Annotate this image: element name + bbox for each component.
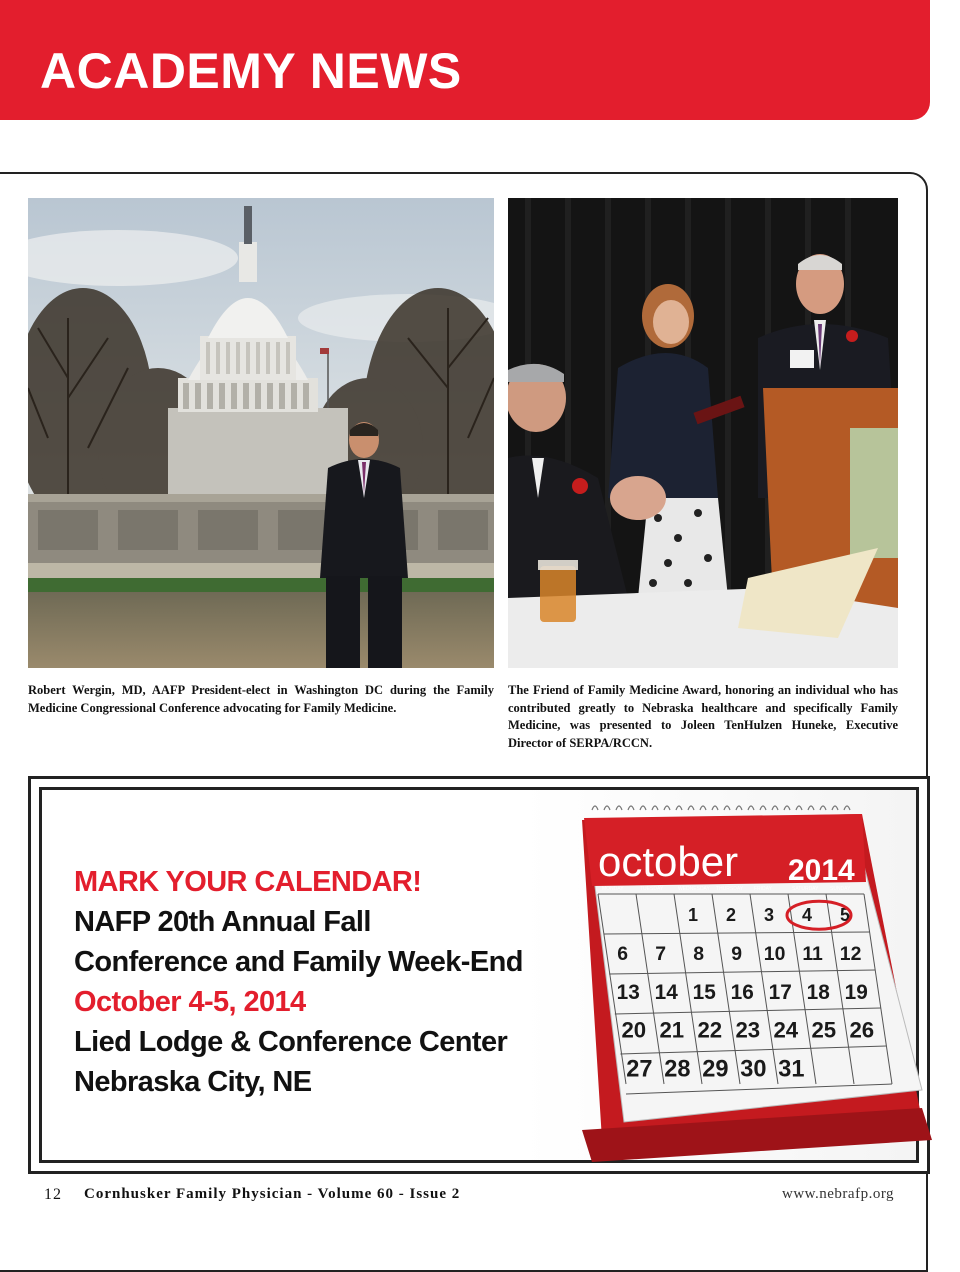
calendar-month: october: [598, 838, 739, 885]
calendar-day: 19: [844, 980, 868, 1004]
calendar-weekday: SUNDAY: [830, 886, 851, 892]
conference-ad-inner: [39, 787, 919, 1163]
calendar-day: 16: [730, 980, 754, 1004]
ad-venue: Lied Lodge & Conference Center: [74, 1026, 508, 1058]
caption-right: The Friend of Family Medicine Award, honoring an individual who has contributed greatly to Nebraska healthcare and specifically Family Medicine, was presented to Joleen TenHulzen Huneke, Executive Director of SERPA/RCCN.: [508, 683, 898, 750]
calendar-day: 27: [626, 1056, 653, 1083]
website-link[interactable]: www.nebrafp.org: [782, 1186, 895, 1202]
calendar-day: 25: [811, 1017, 837, 1043]
calendar-day: 9: [731, 943, 742, 965]
calendar-day: 23: [735, 1017, 761, 1043]
calendar-day: 24: [773, 1017, 799, 1043]
ad-event-name-cont: Conference and Family Week-End: [74, 946, 523, 978]
calendar-weekday: SATURDAY: [792, 886, 819, 892]
page-footer: [0, 1186, 960, 1210]
ad-text-block: [74, 862, 554, 1102]
page-number: 12: [44, 1186, 62, 1203]
calendar-day: 12: [839, 943, 862, 965]
capitol-building-photo: [28, 198, 494, 668]
calendar-weekday: MONDAY: [602, 886, 624, 892]
calendar-day: 6: [617, 943, 628, 965]
calendar-weekday: TUESDAY: [640, 886, 664, 892]
calendar-day: 13: [616, 980, 640, 1004]
calendar-day: 26: [849, 1017, 875, 1043]
calendar-day: 11: [802, 943, 823, 965]
calendar-graphic: [562, 790, 942, 1182]
calendar-day: 10: [763, 943, 786, 965]
award-presentation-photo: [508, 198, 898, 668]
ad-event-name: NAFP 20th Annual Fall: [74, 906, 371, 938]
conference-ad: [28, 776, 930, 1174]
calendar-day: 7: [655, 943, 666, 965]
calendar-day: 20: [621, 1017, 647, 1043]
calendar-day: 21: [659, 1017, 685, 1043]
calendar-day: 1: [687, 905, 699, 926]
ad-event-date: October 4-5, 2014: [74, 986, 306, 1018]
calendar-weekday-row: [602, 886, 851, 892]
calendar-day: 15: [692, 980, 716, 1004]
calendar-day: 8: [693, 943, 704, 965]
calendar-day: 2: [725, 905, 737, 926]
calendar-weekday: FRIDAY: [754, 886, 772, 892]
section-banner: [0, 0, 930, 120]
calendar-weekday: THURSDAY: [716, 886, 744, 892]
calendar-weekday: WEDNESDAY: [678, 886, 710, 892]
calendar-day: 30: [740, 1056, 767, 1083]
calendar-day: 31: [778, 1056, 805, 1083]
ad-location: Nebraska City, NE: [74, 1066, 312, 1098]
calendar-day: 3: [763, 905, 775, 926]
calendar-year: 2014: [788, 854, 855, 887]
calendar-day: 22: [697, 1017, 723, 1043]
calendar-day: 4: [801, 905, 813, 926]
calendar-day: 28: [664, 1056, 691, 1083]
section-title: ACADEMY NEWS: [40, 43, 462, 99]
calendar-day: 29: [702, 1056, 729, 1083]
calendar-day: 18: [806, 980, 830, 1004]
ad-headline: MARK YOUR CALENDAR!: [74, 866, 422, 898]
caption-left: Robert Wergin, MD, AAFP President-elect in Washington DC during the Family Medicine Congressional Conference advocating for Family Medicine.: [28, 683, 494, 715]
journal-title: Cornhusker Family Physician - Volume 60 - Issue 2: [84, 1186, 461, 1202]
calendar-day: 14: [654, 980, 678, 1004]
calendar-day: 5: [839, 905, 851, 926]
calendar-day: 17: [768, 980, 792, 1004]
